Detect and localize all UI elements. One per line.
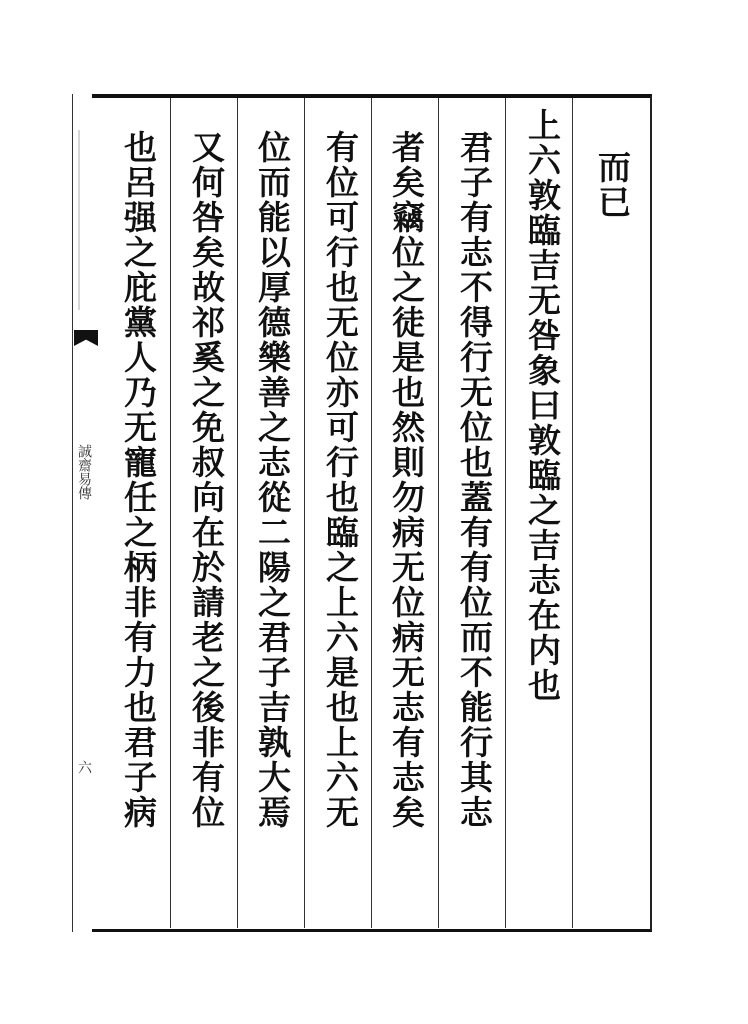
column-rule [170, 98, 171, 928]
text-column-3: 君子有志不得行无位也蓋有有位而不能行其志 [455, 130, 494, 830]
text-column-5: 有位可行也无位亦可行也臨之上六是也上六无 [321, 130, 360, 830]
text-column-7: 又何咎矣故祁奚之免叔向在於請老之後非有位 [187, 130, 226, 830]
text-column-6: 位而能以厚德樂善之志從二陽之君子吉孰大焉 [253, 130, 292, 830]
text-column-2: 上六敦臨吉无咎象曰敦臨之吉志在内也 [523, 108, 562, 703]
column-rule [304, 98, 305, 928]
text-column-8: 也呂强之庇黨人乃无寵任之柄非有力也君子病 [119, 130, 158, 830]
column-rule [438, 98, 439, 928]
bleed-through-mark [78, 130, 94, 310]
column-rule [371, 98, 372, 928]
column-rule [572, 98, 573, 928]
margin-book-title: 誠齋易傳 [76, 444, 92, 500]
page-frame [92, 94, 652, 932]
text-column-4: 者矣竊位之徒是也然則勿病无位病无志有志矣 [387, 130, 426, 830]
margin-page-number: 六 [76, 760, 92, 774]
column-rule [237, 98, 238, 928]
column-rule [505, 98, 506, 928]
text-column-1: 而已 [593, 150, 632, 220]
